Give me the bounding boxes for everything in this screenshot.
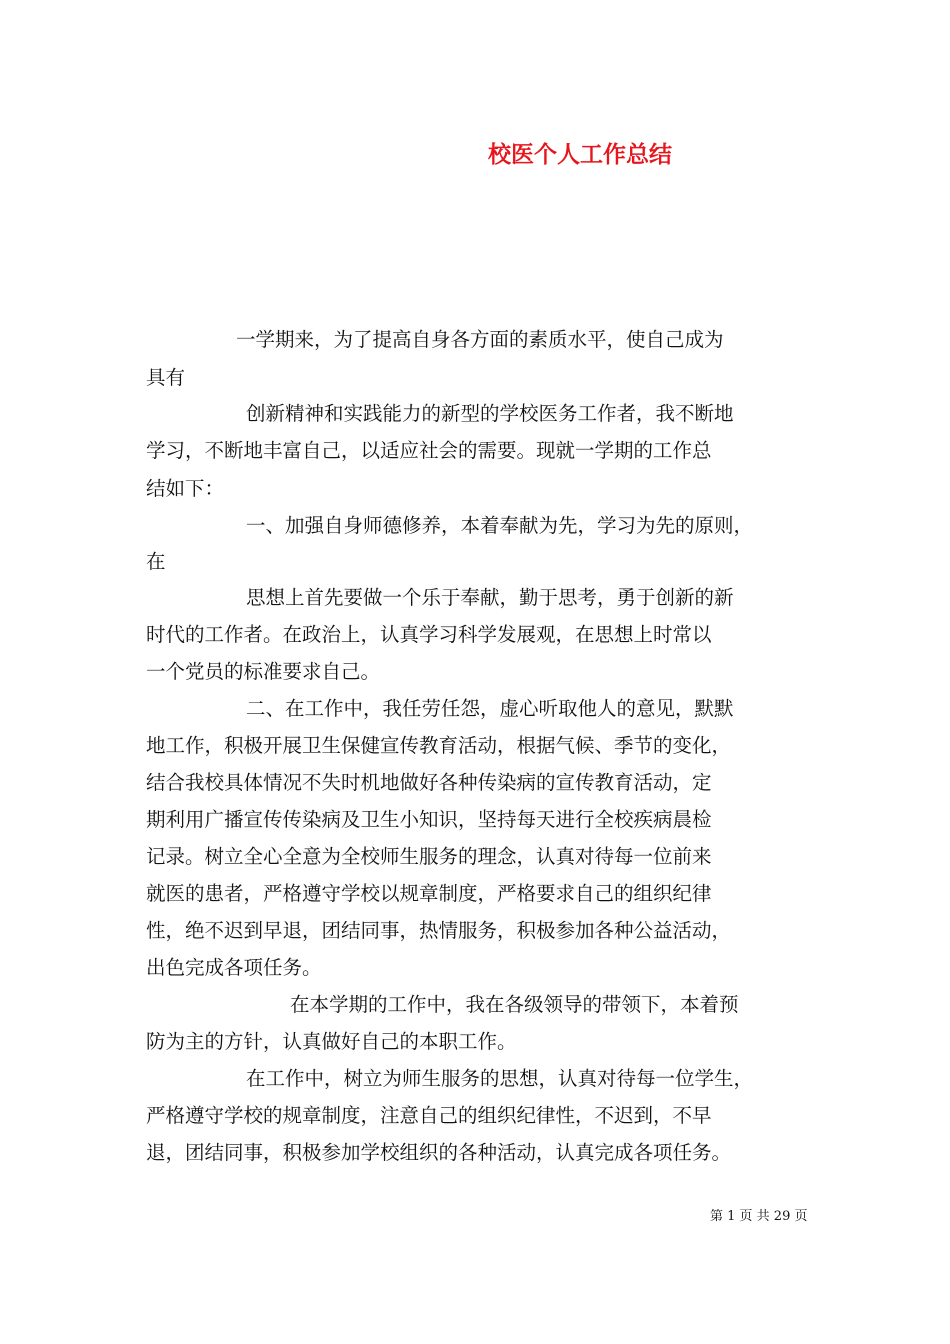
body-line: 在 bbox=[146, 550, 166, 573]
body-line: 具有 bbox=[146, 366, 186, 389]
page-number: 第 1 页 共 29 页 bbox=[710, 1209, 808, 1224]
body-line: 思想上首先要做一个乐于奉献，勤于思考，勇于创新的新 bbox=[246, 586, 734, 609]
document-title: 校医个人工作总结 bbox=[488, 141, 672, 168]
body-line: 一个党员的标准要求自己。 bbox=[146, 660, 381, 683]
body-line: 一学期来，为了提高自身各方面的素质水平，使自己成为 bbox=[236, 328, 724, 351]
body-line: 记录。树立全心全意为全校师生服务的理念，认真对待每一位前来 bbox=[146, 845, 712, 868]
body-line: 在本学期的工作中，我在各级领导的带领下，本着预 bbox=[290, 993, 739, 1016]
body-line: 严格遵守学校的规章制度，注意自己的组织纪律性，不迟到，不早 bbox=[146, 1104, 712, 1127]
body-line: 退，团结同事，积极参加学校组织的各种活动，认真完成各项任务。 bbox=[146, 1141, 732, 1164]
body-line: 出色完成各项任务。 bbox=[146, 956, 322, 979]
body-line: 创新精神和实践能力的新型的学校医务工作者，我不断地 bbox=[246, 402, 734, 425]
body-line: 期利用广播宣传传染病及卫生小知识，坚持每天进行全校疾病晨检 bbox=[146, 808, 712, 831]
body-line: 结如下： bbox=[146, 477, 225, 500]
body-line: 结合我校具体情况不失时机地做好各种传染病的宣传教育活动，定 bbox=[146, 771, 712, 794]
body-line: 一、加强自身师德修养，本着奉献为先，学习为先的原则， bbox=[246, 514, 754, 537]
body-line: 就医的患者，严格遵守学校以规章制度，严格要求自己的组织纪律 bbox=[146, 882, 712, 905]
body-line: 性，绝不迟到早退，团结同事，热情服务，积极参加各种公益活动， bbox=[146, 919, 732, 942]
body-line: 二、在工作中，我任劳任怨，虚心听取他人的意见，默默 bbox=[246, 697, 734, 720]
body-line: 学习，不断地丰富自己，以适应社会的需要。现就一学期的工作总 bbox=[146, 439, 712, 462]
body-line: 地工作，积极开展卫生保健宣传教育活动，根据气候、季节的变化， bbox=[146, 734, 732, 757]
body-line: 防为主的方针，认真做好自己的本职工作。 bbox=[146, 1030, 517, 1053]
body-line: 在工作中，树立为师生服务的思想，认真对待每一位学生， bbox=[246, 1067, 754, 1090]
body-line: 时代的工作者。在政治上，认真学习科学发展观，在思想上时常以 bbox=[146, 623, 712, 646]
